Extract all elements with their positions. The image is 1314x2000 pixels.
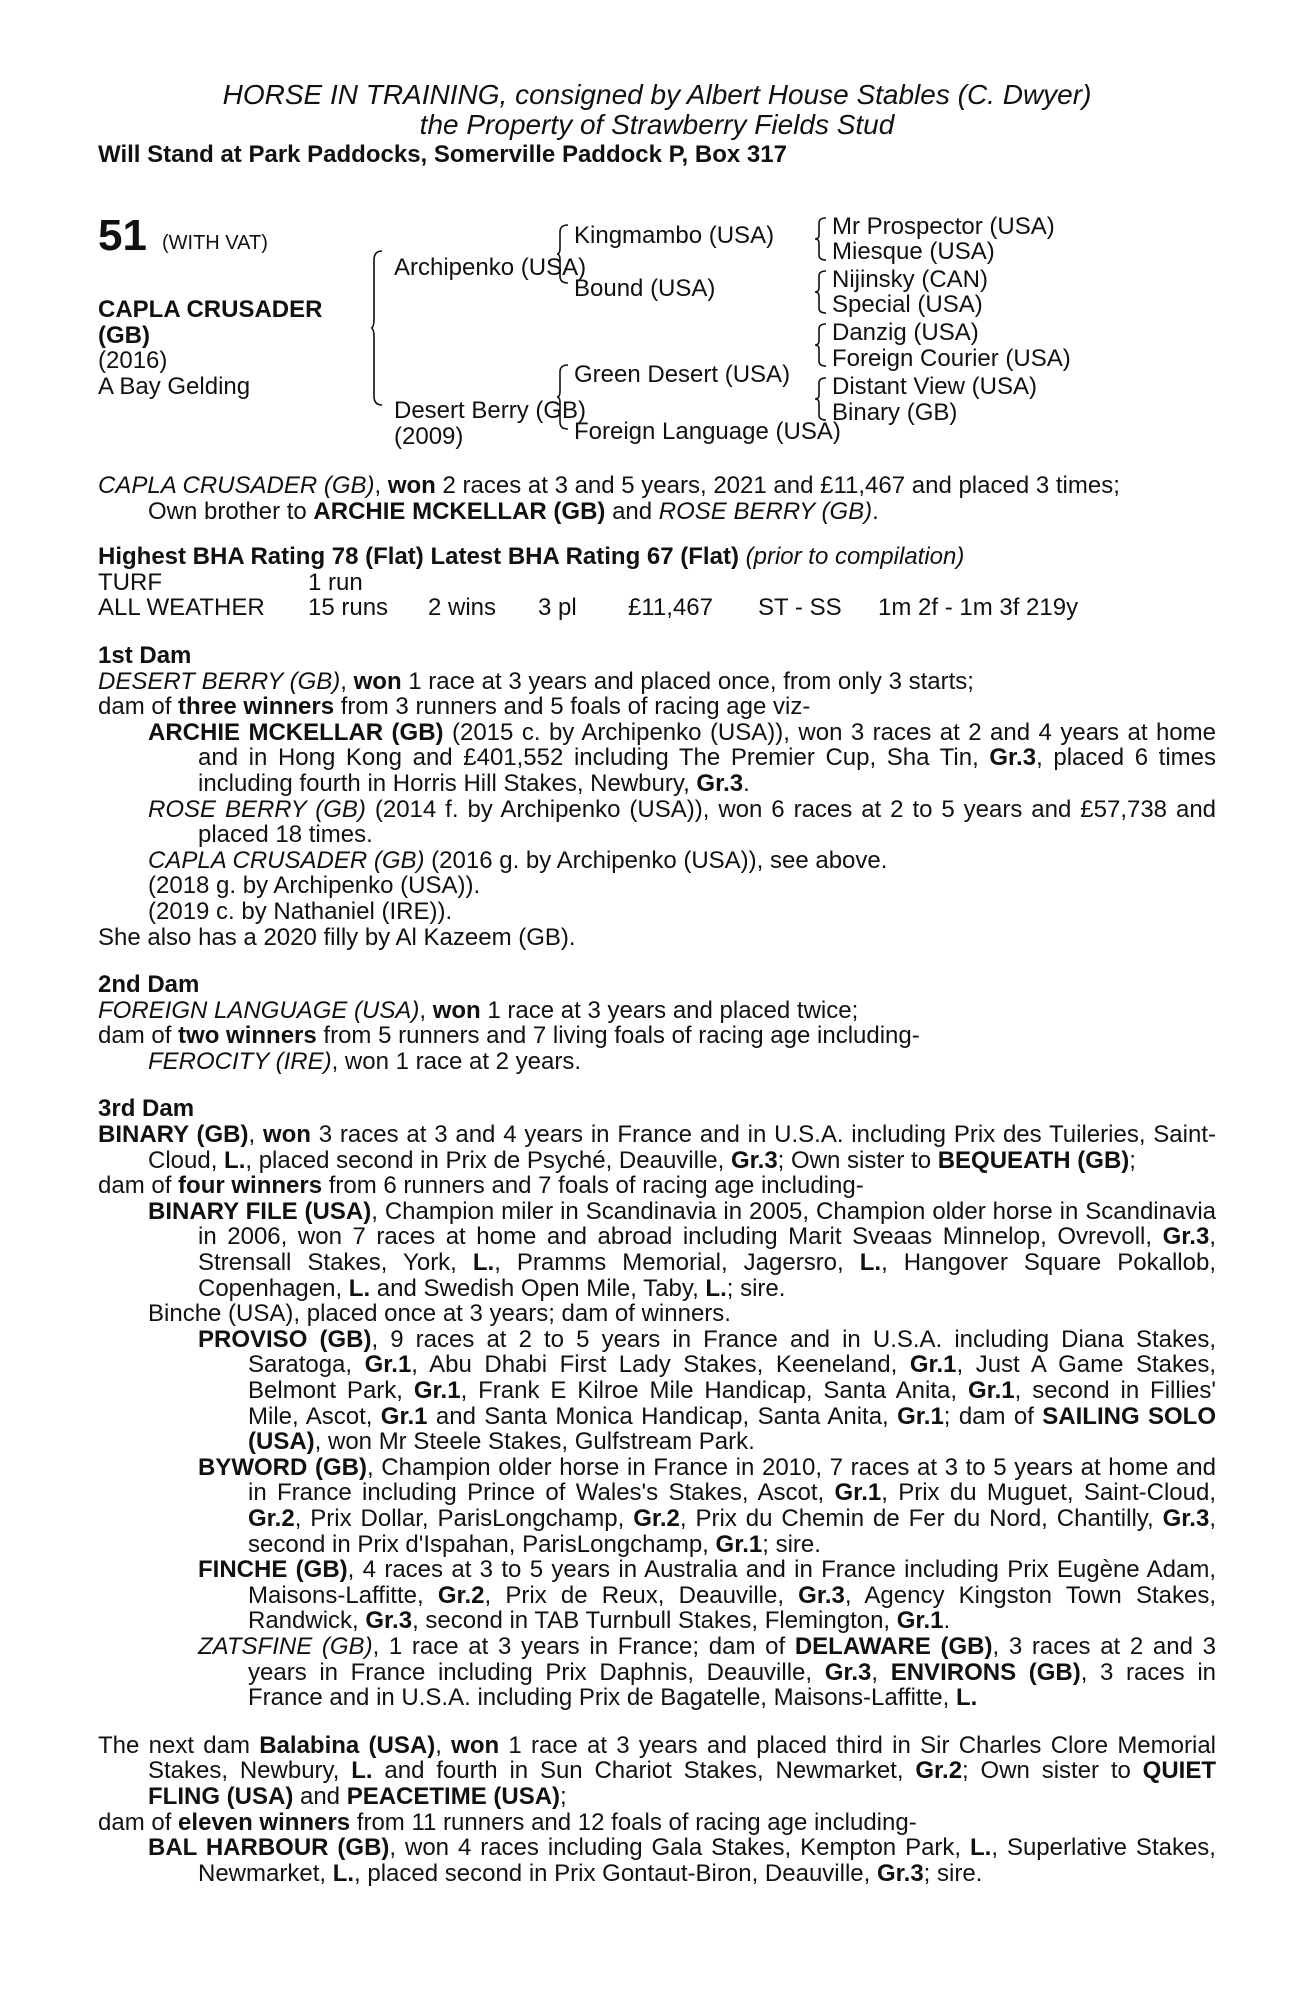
produce-entry [98,1835,1216,1886]
text: . [943,1607,951,1635]
pedigree-sd-dam: Special (USA) [832,291,983,318]
pedigree-dd-sire: Distant View (USA) [832,373,1037,400]
text: , Hangover Square Pokallob, Copenhagen, [198,1249,1217,1302]
grade: L. [332,1859,355,1887]
text: (2015 c. by Archipenko (USA)), won 3 races at 2 and 4 years at home and in Hong Kong and £401,552 including The Premier Cup, Sha Tin, [198,718,1216,772]
pedigree-dam: Desert Berry (GB) [394,397,587,424]
pedigree-sire-dam: Bound (USA) [574,275,716,302]
grandproduce-entry [98,1327,1216,1455]
sibling-name: QUIET FLING (USA) [148,1757,1217,1810]
grade: Gr.1 [380,1402,428,1430]
text: , Abu Dhabi First Lady Stakes, Keeneland, [411,1351,910,1379]
grade: Gr.3 [1162,1504,1210,1532]
grade: L. [970,1834,992,1862]
lot-number: 51 [98,211,147,260]
text: and fourth in Sun Chariot Stakes, Newmarket, [372,1757,916,1785]
text: . [743,769,750,797]
catalogue-page [98,80,1216,1886]
text: , [248,1121,263,1149]
grade: L. [472,1249,495,1277]
text: , won 4 races including Gala Stakes, Kempton Park, [389,1834,971,1862]
all-weather-row [98,595,1216,621]
text: from 6 runners and 7 foals of racing age including- [322,1172,864,1200]
grade: Gr.3 [824,1658,872,1686]
horse-name: CAPLA CRUSADER [98,296,323,323]
winners-count: two winners [178,1022,317,1050]
grade: Gr.3 [365,1607,413,1635]
won-text: won [353,667,402,695]
grade: L. [859,1249,882,1277]
text: dam of [98,1808,179,1836]
vat-note: (WITH VAT) [162,232,268,254]
text: , Prix de Reux, Deauville, [484,1581,799,1609]
pedigree-brace [814,323,828,367]
text: ; sire. [726,1274,786,1302]
grade: Gr.2 [437,1581,485,1609]
perf-cell [538,570,628,596]
text: 1 race at 3 years and placed twice; [480,996,859,1024]
produce-name: DELAWARE (GB) [794,1632,993,1660]
horse-description: A Bay Gelding [98,372,251,400]
pedigree-brace [814,217,828,261]
text: , 4 races at 3 to 5 years in Australia and in France including Prix Eugène Adam, Maisons-Laffitte, [248,1556,1217,1609]
text: , Frank E Kilroe Mile Handicap, Santa Anita, [460,1377,968,1404]
sibling-name: PEACETIME (USA) [346,1782,561,1810]
text: , 1 race at 3 years in France; dam of [372,1632,795,1660]
grade: Gr.3 [989,744,1037,772]
won-text: won [262,1121,311,1149]
text: ; dam of [943,1402,1043,1430]
perf-cell: 2 wins [428,594,497,622]
text: from 5 runners and 7 living foals of racing age including- [316,1022,920,1050]
produce-name: FEROCITY (IRE) [148,1047,332,1075]
produce-name: BYWORD (GB) [198,1453,367,1481]
header-consignor: HORSE IN TRAINING, consigned by Albert House Stables (C. Dwyer) [222,79,1092,110]
grade: Gr.3 [1162,1223,1210,1251]
text: , Agency Kingston Town Stakes, Randwick, [248,1581,1216,1635]
text: , Superlative Stakes, Newmarket, [198,1834,1216,1887]
produce-name: CAPLA CRUSADER (GB) [148,846,425,874]
ratings-note: (prior to compilation) [738,543,965,571]
dam-entry [98,1733,1216,1810]
perf-cell: ST - SS [758,594,842,622]
third-dam-section [98,1096,1216,1710]
pedigree-ss-dam: Miesque (USA) [832,238,995,265]
pedigree-dam-year: (2009) [394,423,464,450]
text: from 11 runners and 12 foals of racing age including- [350,1808,917,1836]
produce-name: ZATSFINE (GB) [198,1632,373,1660]
horse-year: (2016) [98,347,168,375]
text: , second in Fillies' Mile, Ascot, [248,1377,1216,1430]
text: , Champion older horse in France in 2010, 7 races at 3 to 5 years at home and in France including Prince of Wales's Stakes, Ascot, [248,1453,1216,1507]
perf-cell: 1m 2f - 1m 3f 219y [878,594,1079,622]
text: and Santa Monica Handicap, Santa Anita, [427,1402,898,1430]
summary-sister: ROSE BERRY (GB) [658,497,873,525]
grade: L. [351,1757,373,1785]
produce-entry: Binche (USA), placed once at 3 years; dam of winners. [148,1300,731,1328]
text: 3 races at 3 and 4 years in France and in U.S.A. including Prix des Tuileries, Saint-Cloud, [148,1121,1216,1174]
turf-row [98,570,1216,596]
dam-name: BINARY (GB) [98,1121,249,1149]
produce-name: BAL HARBOUR (GB) [148,1834,390,1862]
produce-entry [98,1049,1216,1075]
produce-name: BINARY FILE (USA) [148,1197,372,1225]
text: ; sire. [762,1530,821,1558]
grade: Gr.3 [798,1581,845,1609]
grade: L. [705,1274,727,1302]
text: ; sire. [923,1859,983,1887]
perf-cell [428,570,538,596]
grade: Gr.3 [696,769,744,797]
text: The next dam [98,1731,260,1759]
perf-cell: 3 pl [538,594,577,622]
summary-brother: ARCHIE MCKELLAR (GB) [313,497,606,525]
text: , Strensall Stakes, York, [198,1223,1216,1277]
text: and Swedish Open Mile, Taby, [370,1274,706,1302]
grade: Gr.1 [967,1377,1015,1404]
pedigree-brace [370,250,384,406]
summary-text: 2 races at 3 and 5 years, 2021 and £11,467 and placed 3 times; [435,472,1120,499]
text: , 3 races in France and in U.S.A. including Prix de Bagatelle, Maisons-Laffitte, [248,1658,1216,1712]
produce-name: ROSE BERRY (GB) [148,795,366,823]
text: , Prix Dollar, ParisLongchamp, [294,1504,634,1532]
text: ; [560,1782,567,1810]
header-property: the Property of Strawberry Fields Stud [419,109,895,140]
summary-horse: CAPLA CRUSADER (GB) [98,472,375,499]
produce-note: She also has a 2020 filly by Al Kazeem (GB). [98,923,576,951]
pedigree-ds-dam: Foreign Courier (USA) [832,345,1071,372]
grade: L. [348,1274,371,1302]
produce-entry [98,720,1216,797]
grade: L. [224,1146,246,1174]
summary-text: , [374,472,388,499]
header-location: Will Stand at Park Paddocks, Somerville Paddock P, Box 317 [98,141,787,168]
summary-text: . [872,497,879,525]
perf-cell: 1 run [308,568,363,596]
pedigree-sire-sire: Kingmambo (USA) [574,222,775,249]
text: , Prix du Muguet, Saint-Cloud, [881,1479,1216,1507]
horse-suffix: (GB) [98,321,150,349]
grade: Gr.1 [413,1377,461,1404]
pedigree-ss-sire: Mr Prospector (USA) [832,213,1055,240]
grade: Gr.2 [633,1504,680,1532]
text: , placed 6 times including fourth in Horris Hill Stakes, Newbury, [198,744,1216,797]
text: , [419,996,433,1024]
produce-entry [98,797,1216,848]
produce-entry [98,848,1216,874]
text: , Prix du Chemin de Fer du Nord, Chantilly, [679,1504,1163,1532]
first-dam-section [98,643,1216,950]
grade: Gr.1 [909,1351,957,1379]
grade: Gr.1 [715,1530,763,1558]
perf-cell [758,570,878,596]
race-summary [98,473,1216,524]
first-dam-heading: 1st Dam [98,641,192,669]
text: , placed second in Prix Gontaut-Biron, Deauville, [354,1859,877,1887]
dam-name: FOREIGN LANGUAGE (USA) [98,996,420,1024]
text: 1 race at 3 years and placed third in Sir Charles Clore Memorial Stakes, Newbury, [148,1731,1217,1785]
pedigree-brace [814,377,828,421]
text: , Just A Game Stakes, Belmont Park, [248,1351,1216,1404]
second-dam-heading: 2nd Dam [98,971,200,999]
text: dam of [98,1172,179,1200]
next-dam-section [98,1733,1216,1887]
produce-name: FINCHE (GB) [198,1556,348,1584]
grade: Gr.2 [248,1504,295,1532]
text: , 3 races at 2 and 3 years in France including Prix Daphnis, Deauville, [248,1632,1216,1686]
text: ; Own sister to [962,1757,1143,1785]
pedigree-table [98,211,1216,450]
grade: Gr.3 [876,1859,924,1887]
grade: Gr.1 [897,1402,944,1430]
dam-name: DESERT BERRY (GB) [98,667,341,695]
produce-name: ENVIRONS (GB) [890,1658,1081,1686]
text: , [871,1658,891,1686]
grade: Gr.1 [364,1351,412,1379]
text: , won 1 race at 2 years. [331,1047,582,1075]
won-text: won [432,996,481,1024]
pedigree-brace [814,270,828,314]
pedigree-ds-sire: Danzig (USA) [832,319,979,346]
text: , Pramms Memorial, Jagersro, [494,1249,860,1277]
pedigree-dam-sire: Green Desert (USA) [574,361,791,388]
grade: Gr.2 [915,1757,963,1785]
produce-entry: (2018 g. by Archipenko (USA)). [148,872,481,900]
produce-entry [98,1199,1216,1301]
perf-cell: TURF [98,568,162,596]
perf-cell: ALL WEATHER [98,594,265,622]
produce-name: PROVISO (GB) [198,1325,372,1353]
perf-cell [628,570,758,596]
pedigree-sire: Archipenko (USA) [394,254,587,281]
bha-ratings: Highest BHA Rating 78 (Flat) Latest BHA Rating 67 (Flat) [98,543,739,571]
perf-cell: £11,467 [628,594,713,622]
perf-cell [878,570,1098,596]
dam-name: Balabina (USA) [259,1731,436,1759]
text: (2014 f. by Archipenko (USA)), won 6 races at 2 to 5 years and £57,738 and placed 18 times. [198,795,1217,849]
won-text: won [451,1731,500,1759]
text: and [293,1782,347,1810]
text: dam of [98,1022,179,1050]
pedigree-dd-dam: Binary (GB) [832,399,958,426]
pedigree-brace [556,364,570,430]
grade: Gr.1 [834,1479,882,1507]
grandproduce-entry [98,1634,1216,1711]
text: (2016 g. by Archipenko (USA)), see above. [424,846,888,874]
perf-cell: 15 runs [308,594,389,622]
pedigree-brace [556,224,570,284]
text: dam of [98,693,179,721]
text: , [435,1731,452,1759]
winners-count: three winners [178,693,335,721]
grade: Gr.1 [896,1607,944,1635]
produce-entry: (2019 c. by Nathaniel (IRE)). [148,897,453,925]
summary-text: Own brother to [148,497,314,525]
sibling-name: BEQUEATH (GB) [937,1146,1130,1174]
summary-won: won [387,472,436,499]
summary-text: and [605,497,659,525]
second-dam-section [98,972,1216,1074]
ratings-block [98,544,1216,621]
pedigree-sd-sire: Nijinsky (CAN) [832,266,988,293]
third-dam-heading: 3rd Dam [98,1095,195,1123]
grade: L. [955,1684,978,1712]
text: , 9 races at 2 to 5 years in France and in U.S.A. including Diana Stakes, Saratoga, [248,1325,1216,1379]
text: , Champion miler in Scandinavia in 2005, Champion older horse in Scandinavia in 2006, won 7 races at home and abroad including Marit Sveaas Minnelop, Ovrevoll, [198,1197,1216,1251]
text: , placed second in Prix de Psyché, Deauville, [245,1146,731,1174]
grandproduce-entry [98,1455,1216,1557]
winners-count: four winners [178,1172,323,1200]
text: 1 race at 3 years and placed once, from only 3 starts; [401,667,974,695]
grade: Gr.3 [730,1146,778,1174]
grandproduce-entry [98,1557,1216,1634]
winners-count: eleven winners [178,1808,351,1836]
text: ; Own sister to [777,1146,938,1174]
text: from 3 runners and 5 foals of racing age viz- [334,693,811,721]
horse-identity [98,297,322,399]
pedigree-dam-dam: Foreign Language (USA) [574,418,841,445]
produce-name: SAILING SOLO (USA) [248,1402,1217,1456]
produce-name: ARCHIE MCKELLAR (GB) [148,718,444,746]
text: , [340,667,354,695]
text: , second in TAB Turnbull Stakes, Flemington, [412,1607,897,1635]
dam-entry [98,1122,1216,1173]
text: , second in Prix d'Ispahan, ParisLongchamp, [248,1504,1216,1558]
text: , won Mr Steele Stakes, Gulfstream Park. [314,1428,755,1456]
text: ; [1129,1146,1136,1174]
